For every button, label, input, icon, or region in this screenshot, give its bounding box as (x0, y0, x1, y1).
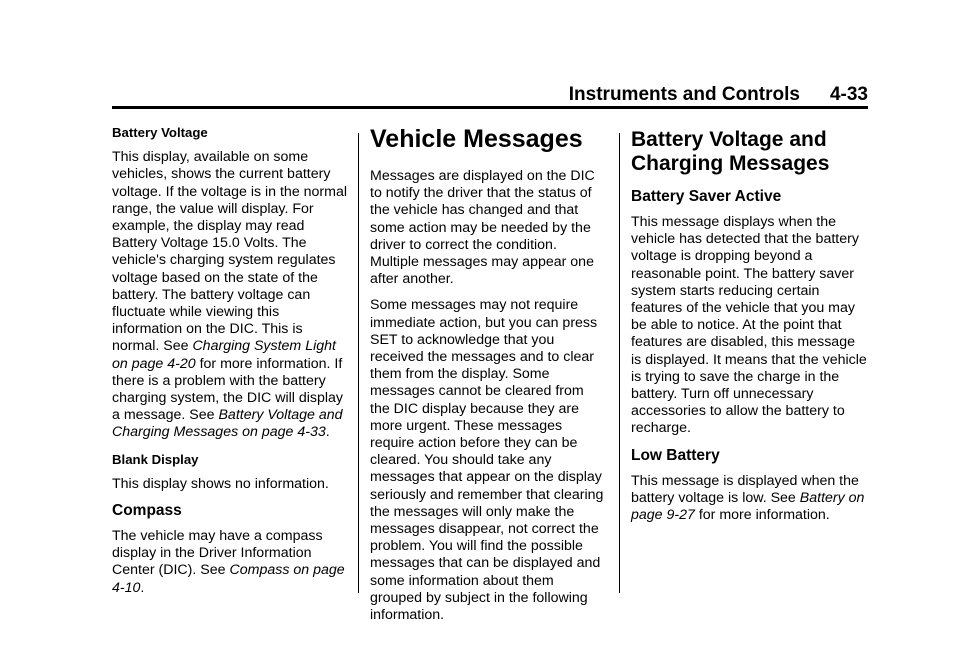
compass-text: The vehicle may have a compass display in the Driver Information Center (DIC). See Compass on page 4-10. (112, 528, 345, 596)
header-rule (112, 106, 868, 109)
column-divider-2 (619, 133, 620, 593)
blank-display-text: This display shows no information. (112, 475, 329, 492)
battery-voltage-messages-link[interactable]: Battery Voltage and Charging Messages on page 4-33 (112, 407, 343, 441)
battery-voltage-label: Battery Voltage (112, 125, 208, 140)
column-2 (370, 124, 606, 633)
column-3 (631, 124, 869, 533)
page-number: 4-33 (829, 84, 868, 105)
compass-heading: Compass (112, 502, 182, 520)
column-divider-1 (358, 133, 359, 593)
compass-link[interactable]: Compass on page 4-10 (112, 562, 345, 596)
blank-display-label: Blank Display (112, 451, 199, 467)
section-title: Instruments and Controls (568, 84, 800, 105)
battery-link[interactable]: Battery on page 9-27 (631, 489, 865, 524)
column-1 (112, 124, 352, 606)
low-battery-heading: Low Battery (631, 446, 720, 464)
battery-voltage-text: This display, available on some vehicles, shows the current battery voltage. If the voltage is in the normal range, the value will display. For example, the display may read Battery Voltage 15.0 Volts. The vehicle's charging system regulates voltage based on the state of the battery. The battery voltage can fluctuate while viewing this information on the DIC. This is normal. See Charging System Light on page 4-20 for more information. If there is a problem with the battery charging system, the DIC will display a message. See Battery Voltage and Charging Messages on page 4-33. (112, 149, 348, 441)
vehicle-messages-para-1: Messages are displayed on the DIC to notify the driver that the status of the vehicle has changed and that some action may be needed by the driver to correct the condition. Multiple messages may appear one after another. (370, 168, 595, 288)
charging-system-light-link[interactable]: Charging System Light on page 4-20 (112, 338, 336, 372)
vehicle-messages-heading: Vehicle Messages (370, 125, 583, 153)
vehicle-messages-para-2: Some messages may not require immediate action, but you can press SET to acknowledge that you received the messages and to clear them from the display. Some messages cannot be cleared from the DIC display because they are more urgent. These messages require action before they can be cleared. You should take any messages that appear on the display seriously and remember that clearing the messages will only make the messages disappear, not correct the problem. You will find the possible messages that can be displayed and some information about them grouped by subject in the following information. (370, 297, 604, 624)
low-battery-text: This message is displayed when the battery voltage is low. See Battery on page 9-27 for more information. (631, 472, 865, 524)
battery-charging-heading: Battery Voltage and Charging Messages (631, 128, 830, 175)
battery-saver-text: This message displays when the vehicle has detected that the battery voltage is dropping beyond a reasonable point. The battery saver system starts reducing certain features of the vehicle that you may be able to notice. At the point that features are disabled, this message is displayed. It means that the vehicle is trying to save the charge in the battery. Turn off unnecessary accessories to allow the battery to recharge. (631, 214, 867, 437)
battery-saver-heading: Battery Saver Active (631, 188, 782, 205)
page-header (112, 82, 868, 106)
